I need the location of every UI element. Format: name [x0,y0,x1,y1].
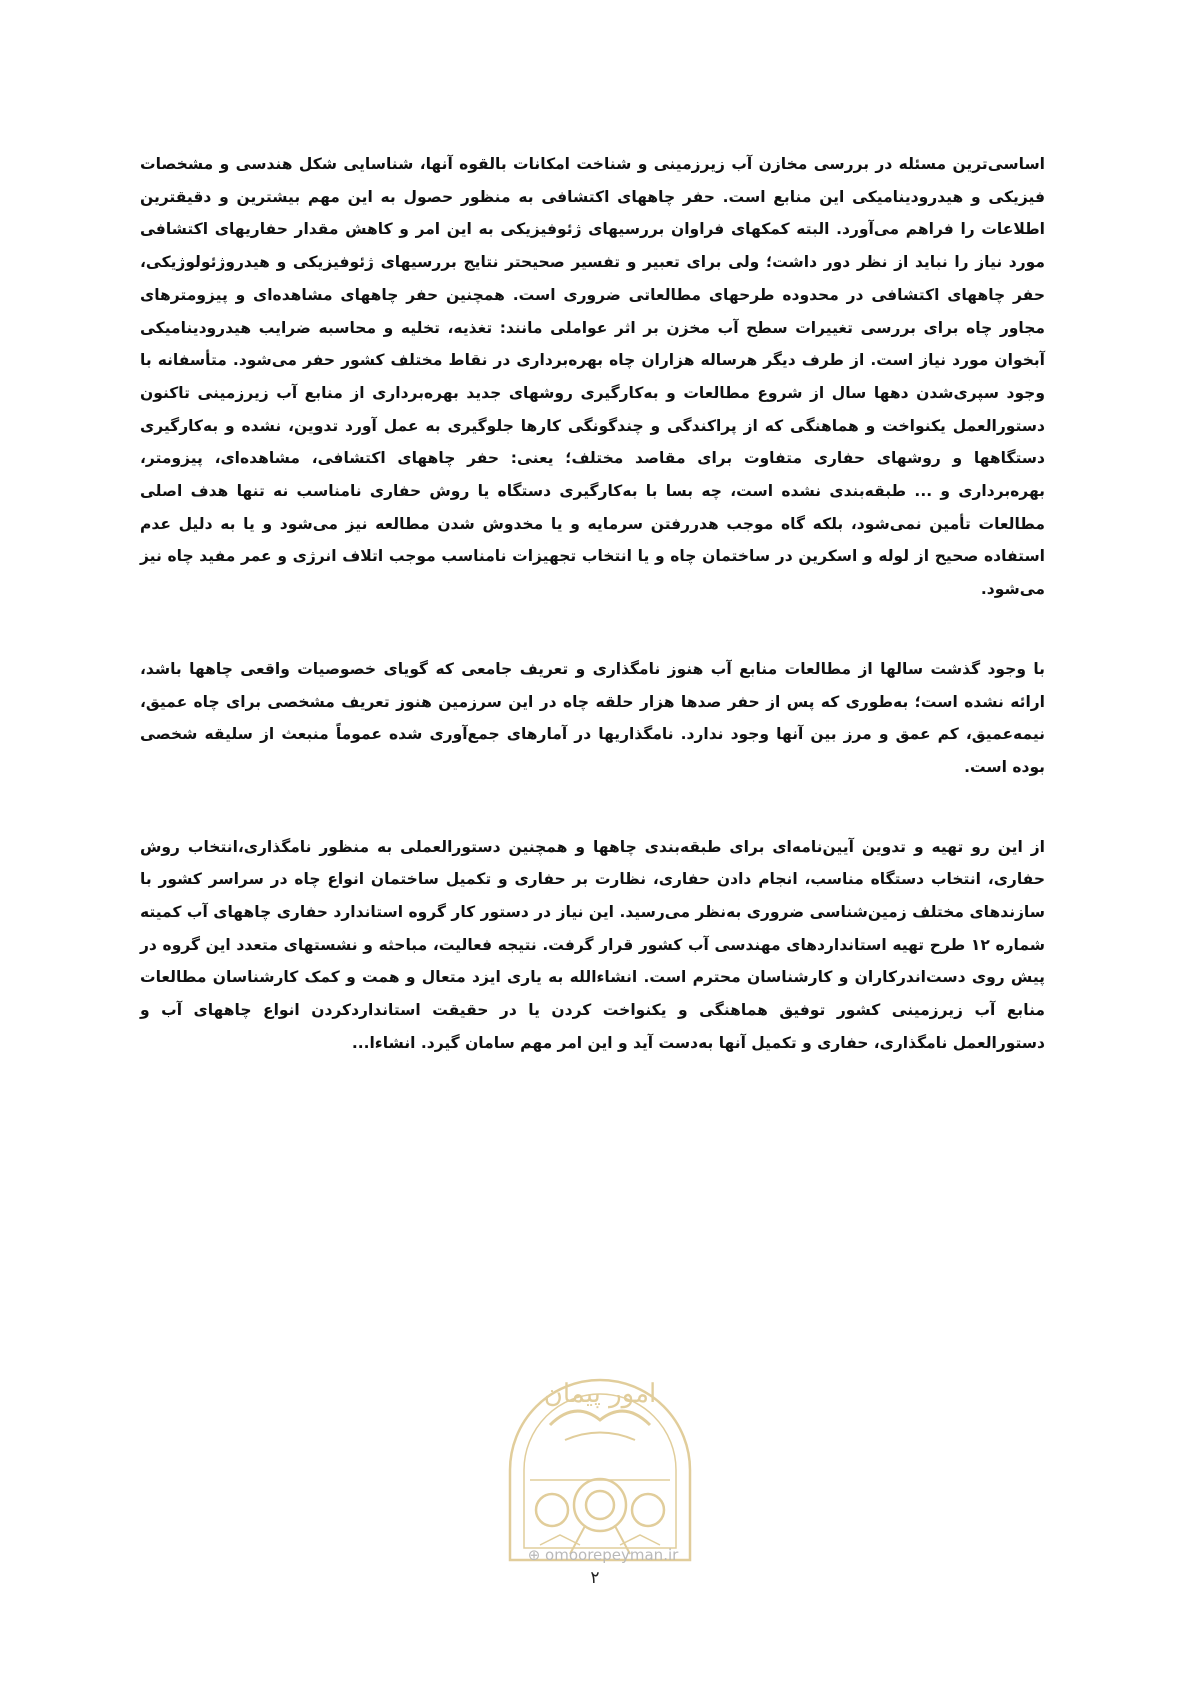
page-number: ۲ [590,1568,600,1588]
watermark-url [488,1546,718,1564]
body-text [140,148,1045,1060]
paragraph-3: از این رو تهیه و تدوین آیین‌نامه‌ای برای طبقه‌بندی چاهها و همچنین دستورالعملی به منظور نامگذاری،انتخاب روش حفاری، انتخاب دستگاه مناسب، انجام دادن حفاری، نظارت بر حفاری و تکمیل ساختمان انواع چاه در سراسر کشور با سازندهای مختلف زمین‌شناسی ضروری به‌نظر می‌رسید. این نیاز در دستور کار گروه استاندارد حفاری چاههای آب کمیته شماره ۱۲ طرح تهیه استانداردهای مهندسی آب کشور قرار گرفت. نتیجه فعالیت، مباحثه و نشستهای متعدد این گروه در پیش روی دست‌اندرکاران و کارشناسان محترم است. انشاءالله به یاری ایزد متعال و همت و کمک کارشناسان مطالعات منابع آب زیرزمینی کشور توفیق هماهنگی و یکنواخت کردن یا در حقیقت استانداردکردن انواع چاههای آب و دستورالعمل نامگذاری، حفاری و تکمیل آنها به‌دست آید و این امر مهم سامان گیرد. انشاءا... [140,837,1045,1052]
globe-icon: ⊕ [527,1546,541,1564]
watermark-logo-text: امور پیمان [543,1379,657,1409]
paragraph-1: اساسی‌ترین مسئله در بررسی مخازن آب زیرزمینی و شناخت امکانات بالقوه آنها، شناسایی شکل هندسی و مشخصات فیزیکی و هیدرودینامیکی این منابع است. حفر چاههای اکتشافی به منظور حصول به این مهم بیشترین و دقیقترین اطلاعات را فراهم می‌آورد. البته کمکهای فراوان بررسیهای ژئوفیزیکی به این امر و کاهش مقدار حفاریهای اکتشافی مورد نیاز را نباید از نظر دور داشت؛ ولی برای تعبیر و تفسیر صحیحتر نتایج بررسیهای ژئوفیزیکی و هیدروژئولوژیکی، حفر چاههای اکتشافی در محدوده طرحهای مطالعاتی ضروری است. همچنین حفر چاههای مشاهده‌ای و پیزومترهای مجاور چاه برای بررسی تغییرات سطح آب مخزن بر اثر عواملی مانند: تغذیه، تخلیه و محاسبه ضرایب هیدرودینامیکی آبخوان مورد نیاز است. از طرف دیگر هرساله هزاران چاه بهره‌برداری در نقاط مختلف کشور حفر می‌شود. متأسفانه با وجود سپری‌شدن دهها سال از شروع مطالعات و به‌کارگیری روشهای جدید بهره‌برداری از منابع آب زیرزمینی تاکنون دستورالعمل یکنواخت و هماهنگی که از پراکندگی و چندگونگی کارها جلوگیری به عمل آورد تدوین، نشده و به‌کارگیری دستگاهها و روشهای حفاری متفاوت برای مقاصد مختلف؛ یعنی: حفر چاههای اکتشافی، مشاهده‌ای، پیزومتر، بهره‌برداری و ... طبقه‌بندی نشده است، چه بسا با به‌کارگیری دستگاه یا روش حفاری نامناسب نه تنها هدف اصلی مطالعات تأمین نمی‌شود، بلکه گاه موجب هدررفتن سرمایه و یا مخدوش شدن مطالعه نیز می‌شود و یا به دلیل عدم استفاده صحیح از لوله و اسکرین در ساختمان چاه و یا انتخاب تجهیزات نامناسب موجب اتلاف انرژی و عمر مفید چاه نیز می‌شود. [140,155,1045,599]
watermark-url-text: omoorepeyman.ir [545,1546,679,1564]
paragraph-2: با وجود گذشت سالها از مطالعات منابع آب هنوز نامگذاری و تعریف جامعی که گویای خصوصیات واقعی چاهها باشد، ارائه نشده است؛ به‌طوری که پس از حفر صدها هزار حلقه چاه در این سرزمین هنوز تعریف مشخصی برای چاه عمیق، نیمه‌عمیق، کم عمق و مرز بین آنها وجود ندارد. نامگذاریها در آمارهای جمع‌آوری شده عموماً منبعث از سلیقه شخصی بوده است. [140,659,1045,776]
